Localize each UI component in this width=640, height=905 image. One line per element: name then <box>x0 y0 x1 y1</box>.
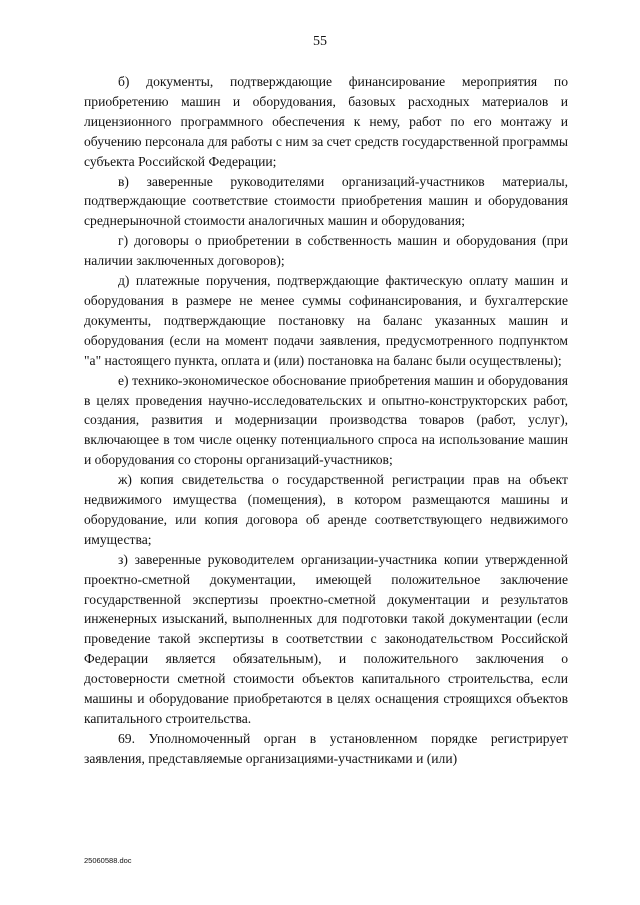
paragraph-69: 69. Уполномоченный орган в установленном порядке регистрирует заявления, представляемые организациями-участниками и (или) <box>84 730 568 766</box>
paragraph-z: з) заверенные руководителем организации-участника копии утвержденной проектно-сметной документации, имеющей положительное заключение государственной экспертизы проектно-сметной документации и результатов инженерных изысканий, выполненных для подготовки такой документации (если проведение такой экспертизы в соответствии с законодательством Российской Федерации является обязательным), и положительного заключения о достоверности сметной стоимости объектов капитального строительства, если машины и оборудование приобретаются в целях оснащения строящихся объектов капитального строительства. <box>84 551 568 726</box>
paragraph-b: б) документы, подтверждающие финансирование мероприятия по приобретению машин и оборудования, базовых расходных материалов и лицензионного программного обеспечения к нему, работ по его монтажу и обучению персонала для работы с ним за счет средств государственной программы субъекта Российской Федерации; <box>84 74 568 169</box>
paragraph-e: е) технико-экономическое обоснование приобретения машин и оборудования в целях проведения научно-исследовательских и опытно-конструкторских работ, создания, развития и модернизации производства товаров (работ, услуг), включающее в том числе оценку потенциального спроса на использование машин и оборудования со стороны организаций-участников; <box>84 372 568 468</box>
footer-document-code: 25060588.doc <box>84 856 132 865</box>
paragraph-d: д) платежные поручения, подтверждающие фактическую оплату машин и оборудования в размере не менее суммы софинансирования, и бухгалтерские документы, подтверждающие постановку на баланс указанных машин и оборудования (если на момент подачи заявления, предусмотренного подпунктом "а" настоящего пункта, оплата и (или) постановка на баланс были осуществлены); <box>84 273 568 368</box>
paragraph-g: г) договоры о приобретении в собственность машин и оборудования (при наличии заключенных договоров); <box>84 233 568 269</box>
paragraph-v: в) заверенные руководителями организаций-участников материалы, подтверждающие соответствие стоимости приобретения машин и оборудования среднерыночной стоимости аналогичных машин и оборудования; <box>84 173 568 229</box>
document-body <box>84 72 568 769</box>
page-number: 55 <box>313 34 327 49</box>
paragraph-zh: ж) копия свидетельства о государственной регистрации прав на объект недвижимого имущества (помещения), в котором размещаются машины и оборудование, или копия договора об аренде соответствующего недвижимого имущества; <box>84 472 568 547</box>
